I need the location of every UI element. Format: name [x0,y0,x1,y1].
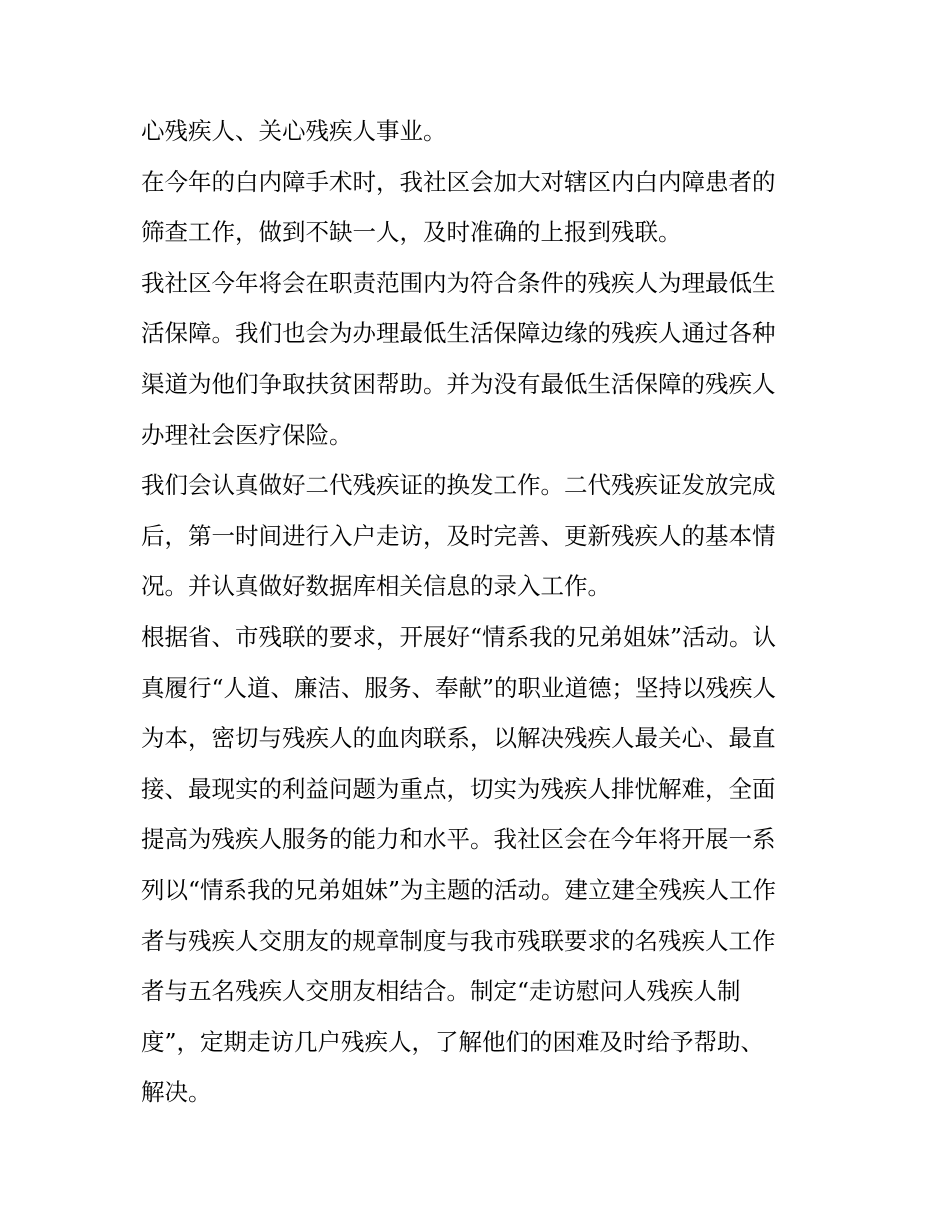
text-line: 渠道为他们争取扶贫困帮助。并为没有最低生活保障的残疾人 [141,369,776,398]
text-line: 根据省、市残联的要求，开展好“情系我的兄弟姐妹”活动。认 [141,622,777,651]
text-line: 者与残疾人交朋友的规章制度与我市残联要求的名残疾人工作 [141,926,776,955]
text-line: 办理社会医疗保险。 [141,420,353,449]
document-body [141,106,821,1118]
text-line: 者与五名残疾人交朋友相结合。制定“走访慰问人残疾人制 [141,977,741,1006]
text-line: 我社区今年将会在职责范围内为符合条件的残疾人为理最低生 [141,268,776,297]
text-line: 活保障。我们也会为办理最低生活保障边缘的残疾人通过各种 [141,319,776,348]
text-line: 度”，定期走访几户残疾人，了解他们的困难及时给予帮助、 [141,1027,765,1056]
text-line: 列以“情系我的兄弟姐妹”为主题的活动。建立建全残疾人工作 [141,875,777,904]
text-line: 接、最现实的利益问题为重点，切实为残疾人排忧解难，全面 [141,774,776,803]
text-line: 真履行“人道、廉洁、服务、奉献”的职业道德；坚持以残疾人 [141,673,777,702]
text-line: 我们会认真做好二代残疾证的换发工作。二代残疾证发放完成 [141,471,776,500]
text-line: 心残疾人、关心残疾人事业。 [141,117,447,145]
text-line: 后，第一时间进行入户走访，及时完善、更新残疾人的基本情 [141,521,776,550]
text-line: 提高为残疾人服务的能力和水平。我社区会在今年将开展一系 [141,825,776,854]
text-line: 在今年的白内障手术时，我社区会加大对辖区内白内障患者的 [141,167,776,196]
text-line: 况。并认真做好数据库相关信息的录入工作。 [141,572,611,601]
text-line: 为本，密切与残疾人的血肉联系，以解决残疾人最关心、最直 [141,724,776,753]
text-line: 解决。 [141,1078,212,1107]
text-line: 筛查工作，做到不缺一人，及时准确的上报到残联。 [141,218,682,247]
